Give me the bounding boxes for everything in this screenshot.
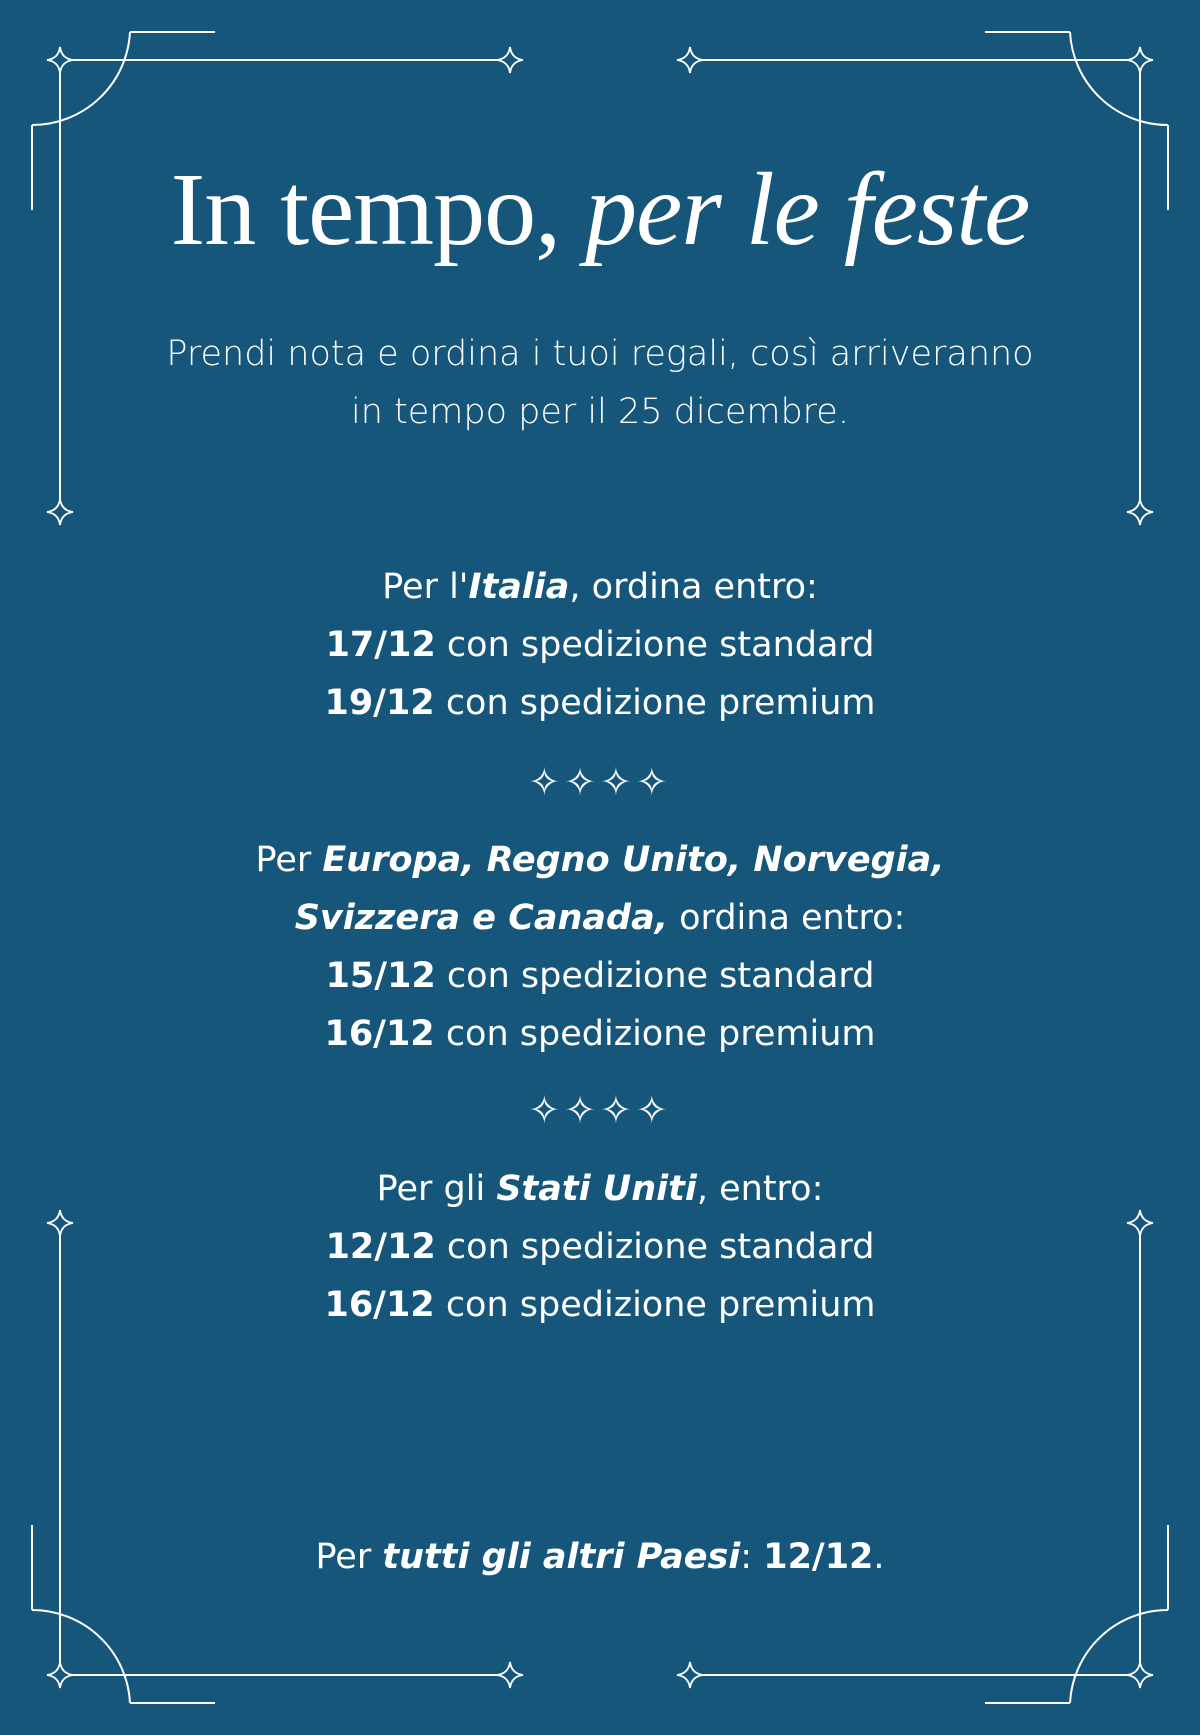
heading-prefix: Per gli	[376, 1169, 486, 1209]
footer-colon: :	[740, 1537, 753, 1577]
footer-date: 12/12	[763, 1537, 874, 1577]
deadline-row	[0, 1276, 1200, 1334]
star-separator: ✧✧✧✧	[528, 760, 672, 804]
section-heading-cont	[0, 889, 1200, 947]
heading-suffix: ordina entro:	[679, 898, 906, 938]
deadline-row	[0, 616, 1200, 674]
deadline-row	[0, 947, 1200, 1005]
page-title	[0, 150, 1200, 270]
star-separator: ✧✧✧✧	[528, 1088, 672, 1132]
deadline-date: 16/12	[324, 1285, 435, 1325]
country-name: Italia	[468, 567, 570, 607]
corner-ornament-top-left	[32, 32, 523, 525]
title-italic: per le feste	[585, 152, 1030, 267]
deadline-date: 17/12	[325, 625, 436, 665]
section-italia	[0, 558, 1200, 732]
country-names: Svizzera e Canada,	[294, 898, 668, 938]
shipping-type: con spedizione standard	[446, 625, 875, 665]
title-regular: In tempo,	[170, 152, 561, 267]
deadline-date: 12/12	[325, 1227, 436, 1267]
intro-text: Prendi nota e ordina i tuoi regali, così arriveranno in tempo per il 25 dicembre.	[166, 334, 1034, 432]
footer-other-countries	[0, 1528, 1200, 1586]
section-heading	[0, 1160, 1200, 1218]
deadline-row	[0, 1218, 1200, 1276]
shipping-type: con spedizione premium	[445, 683, 876, 723]
deadline-row	[0, 674, 1200, 732]
shipping-type: con spedizione premium	[445, 1014, 876, 1054]
heading-prefix: Per	[255, 840, 312, 880]
deadline-row	[0, 1005, 1200, 1063]
heading-suffix: , entro:	[696, 1169, 824, 1209]
footer-period: .	[873, 1537, 885, 1577]
corner-ornament-top-right	[677, 32, 1168, 525]
footer-line	[0, 1528, 1200, 1586]
section-heading	[0, 831, 1200, 889]
deadline-date: 19/12	[324, 683, 435, 723]
country-names: Europa, Regno Unito, Norvegia,	[322, 840, 945, 880]
shipping-type: con spedizione standard	[446, 956, 875, 996]
deadline-date: 15/12	[325, 956, 436, 996]
country-name: Stati Uniti	[496, 1169, 697, 1209]
section-stati-uniti	[0, 1160, 1200, 1334]
footer-prefix: Per	[315, 1537, 372, 1577]
section-europa	[0, 831, 1200, 1063]
heading-suffix: , ordina entro:	[569, 567, 818, 607]
shipping-type: con spedizione premium	[445, 1285, 876, 1325]
section-heading	[0, 558, 1200, 616]
footer-countries: tutti gli altri Paesi	[382, 1537, 741, 1577]
deadline-date: 16/12	[324, 1014, 435, 1054]
shipping-type: con spedizione standard	[446, 1227, 875, 1267]
heading-prefix: Per l'	[382, 567, 469, 607]
